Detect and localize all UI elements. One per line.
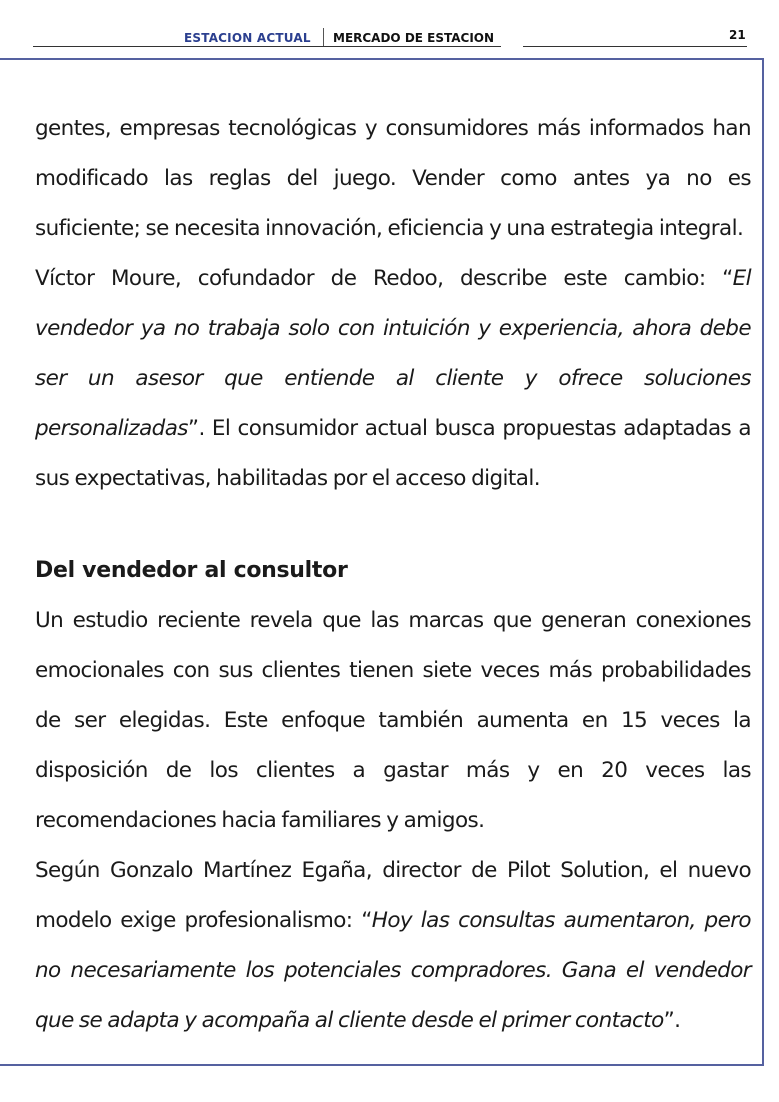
quote-victor-moure: El vendedor ya no trabaja solo con intuición y experiencia, ahora debe ser un asesor que entiende al cliente y ofrece soluciones personalizadas xyxy=(35,266,751,441)
paragraph-2-tail: ”. El consumidor actual busca propuestas adaptadas a sus expectativas, habilitadas por el acceso digital. xyxy=(35,416,751,491)
header-rule-left xyxy=(33,46,501,47)
quote-gonzalo-martinez: Hoy las consultas aumentaron, pero no necesariamente los potenciales compradores. Gana el vendedor que se adapta y acompaña al cliente desde el primer contacto xyxy=(35,908,751,1033)
article-body xyxy=(35,104,751,1046)
header-rule-right xyxy=(523,46,747,47)
paragraph-2-lead: Víctor Moure, cofundador de Redoo, describe este cambio: “ xyxy=(35,266,733,291)
page-number: 21 xyxy=(729,28,746,42)
section-gap xyxy=(35,504,751,546)
header-topic-label: MERCADO DE ESTACION xyxy=(333,31,495,45)
paragraph-4-lead: Según Gonzalo Martínez Egaña, director de Pilot Solution, el nuevo modelo exige profesionalismo: “ xyxy=(35,858,751,933)
header-separator xyxy=(323,28,324,46)
paragraph-2 xyxy=(35,254,751,504)
paragraph-1: gentes, empresas tecnológicas y consumidores más informados han modificado las reglas del juego. Vender como antes ya no es suficiente; se necesita innovación, eficiencia y una estrategia integral. xyxy=(35,116,751,241)
section-heading: Del vendedor al consultor xyxy=(35,558,348,583)
header-section-label: ESTACION ACTUAL xyxy=(184,31,311,45)
paragraph-3: Un estudio reciente revela que las marcas que generan conexiones emocionales con sus clientes tienen siete veces más probabilidades de ser elegidas. Este enfoque también aumenta en 15 veces la disposición de los clientes a gastar más y en 20 veces las recomendaciones hacia familiares y amigos. xyxy=(35,608,751,833)
paragraph-4 xyxy=(35,846,751,1046)
paragraph-4-tail: ”. xyxy=(663,1008,681,1033)
